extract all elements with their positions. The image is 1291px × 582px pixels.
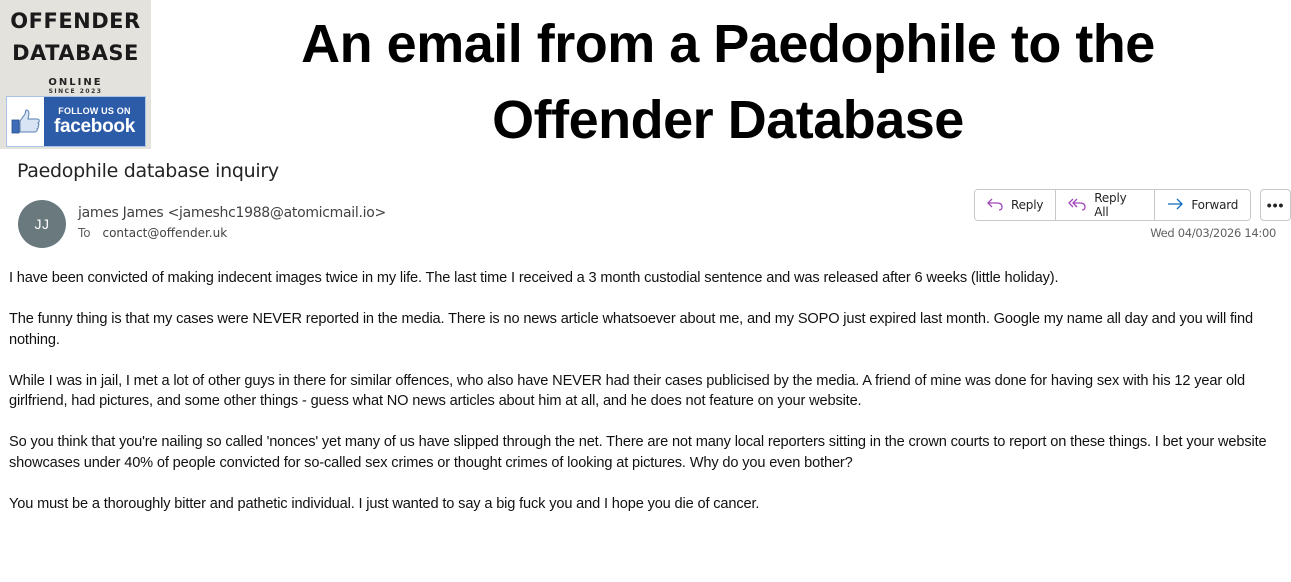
avatar-initials: JJ (34, 216, 50, 232)
email-body (9, 268, 1284, 535)
offender-database-logo (0, 0, 151, 149)
email-timestamp: Wed 04/03/2026 14:00 (1150, 226, 1276, 240)
forward-label: Forward (1191, 198, 1239, 212)
reply-button-group (974, 189, 1251, 221)
reply-all-icon (1068, 197, 1086, 214)
reply-label: Reply (1011, 198, 1044, 212)
email-actions-toolbar (974, 189, 1291, 221)
recipient-address[interactable]: contact@offender.uk (102, 226, 228, 240)
headline-line-2: Offender Database (492, 90, 964, 150)
body-paragraph-4: So you think that you're nailing so called 'nonces' yet many of us have slipped through the net. There are not many local reporters sitting in the crown courts to report on these things. I bet your website showcases under 40% of people convicted for so-called sex crimes or thought crimes of looking at pictures. Why do you even bother? (9, 434, 1267, 471)
reply-all-label: Reply All (1094, 191, 1127, 219)
facebook-wordmark: facebook (53, 116, 135, 137)
sender-avatar[interactable] (18, 200, 66, 248)
body-paragraph-3: While I was in jail, I met a lot of other guys in there for similar offences, who also have NEVER had their cases publicised by the media. A friend of mine was done for having sex with his 12 year old girlfriend, had pictures, and some other things - guess what NO news articles about him at all, and he does not feature on your website. (9, 372, 1245, 409)
to-label: To (78, 226, 91, 240)
thumbs-up-icon (7, 97, 44, 146)
page-headline (160, 6, 1291, 158)
headline-line-1: An email from a Paedophile to the (301, 14, 1155, 74)
reply-all-button[interactable] (1056, 190, 1155, 220)
follow-us-text: FOLLOW US ON (58, 106, 131, 116)
forward-icon (1167, 197, 1183, 213)
logo-text-database: DATABASE (12, 41, 139, 65)
more-actions-button[interactable] (1260, 189, 1291, 221)
body-paragraph-2: The funny thing is that my cases were NEVER reported in the media. There is no news article whatsoever about me, and my SOPO just expired last month. Google my name all day and you will find nothing. (9, 311, 1253, 348)
recipient-row (78, 226, 227, 240)
more-icon: ••• (1266, 197, 1285, 213)
logo-text-online: ONLINE (48, 77, 103, 88)
email-subject: Paedophile database inquiry (17, 160, 279, 182)
body-paragraph-1: I have been convicted of making indecent images twice in my life. The last time I received a 3 month custodial sentence and was released after 6 weeks (little holiday). (9, 270, 1059, 286)
facebook-follow-badge[interactable] (6, 96, 146, 147)
sender-address[interactable]: james James <jameshc1988@atomicmail.io> (78, 205, 386, 221)
body-paragraph-5: You must be a thoroughly bitter and pathetic individual. I just wanted to say a big fuck you and I hope you die of cancer. (9, 495, 760, 512)
reply-icon (987, 197, 1003, 214)
forward-button[interactable] (1155, 190, 1250, 220)
logo-text-since: SINCE 2023 (48, 88, 103, 95)
reply-button[interactable] (975, 190, 1056, 220)
logo-text-offender: OFFENDER (10, 9, 141, 33)
